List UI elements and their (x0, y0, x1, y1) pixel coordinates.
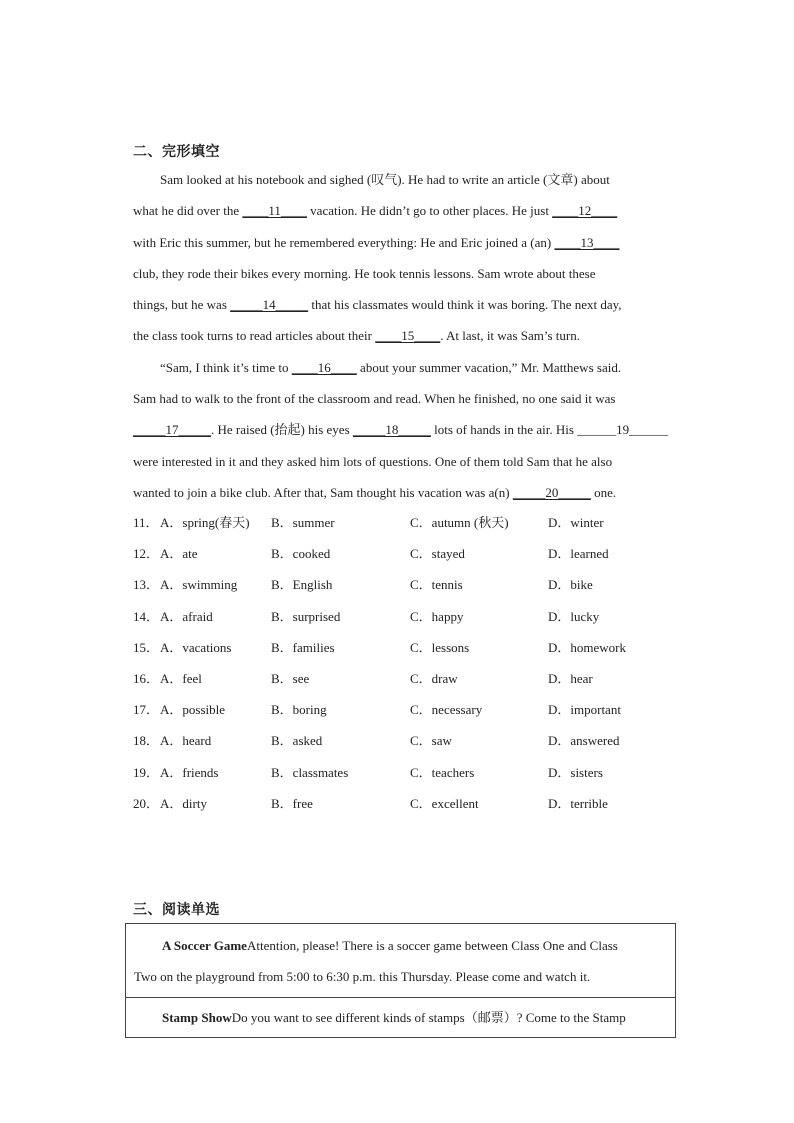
section-heading-reading: 三、阅读单选 (133, 902, 220, 918)
option-b: B．classmates (271, 764, 349, 780)
option-c: C．saw (410, 733, 452, 749)
option-c: C．necessary (410, 702, 483, 718)
option-b: B．families (271, 639, 335, 655)
passage-line (133, 170, 661, 201)
passage-text: . At last, it was Sam’s turn. (440, 328, 580, 344)
question-number: 11． (133, 515, 159, 530)
option-c: C．lessons (410, 639, 470, 655)
blank-14: _____14_____ (230, 297, 309, 313)
option-d: D．hear (548, 670, 593, 686)
blank-11: ____11____ (242, 203, 307, 219)
blank-13: ____13____ (554, 234, 620, 250)
question-number: 14． (133, 608, 160, 624)
option-b: B．boring (271, 702, 327, 718)
section-heading-cloze: 二、完形填空 (133, 144, 220, 160)
option-a: A．ate (160, 546, 198, 562)
blank-20: _____20_____ (512, 484, 591, 500)
option-b: B．free (271, 795, 313, 811)
question-number: 16． (133, 670, 160, 686)
option-d: D．important (548, 702, 621, 718)
option-c: C．excellent (410, 795, 479, 811)
passage-line (133, 358, 661, 389)
passage-text: that his classmates would think it was boring. The next day, (308, 297, 622, 313)
passage-line (133, 233, 661, 264)
option-d: D．sisters (548, 764, 603, 780)
option-a: A．vacations (160, 639, 232, 655)
option-d: D．bike (548, 577, 593, 593)
blank-12: ____12____ (552, 203, 618, 219)
ad-title: A Soccer Game (162, 938, 247, 953)
option-d: D．lucky (548, 608, 600, 624)
option-b: B．surprised (271, 608, 341, 624)
option-c: C．draw (410, 670, 458, 686)
option-d: D．winter (548, 515, 604, 530)
question-number: 19． (133, 764, 160, 780)
reading-table (125, 923, 676, 1038)
passage-line (133, 420, 669, 451)
option-d: D．terrible (548, 795, 608, 811)
passage-text: were interested in it and they asked him lots of questions. One of them told Sam that he also (133, 453, 613, 469)
passage-line (133, 264, 661, 295)
question-number: 17． (133, 702, 160, 718)
question-number: 18． (133, 733, 160, 749)
option-c: C．stayed (410, 546, 465, 562)
option-b: B．English (271, 577, 333, 593)
blank-16: ____16____ (291, 359, 357, 375)
passage-text: things, but he was (133, 297, 231, 313)
question-number: 15． (133, 639, 160, 655)
passage-text: . He raised (抬起) his eyes (211, 422, 353, 438)
option-b: B．see (271, 670, 310, 686)
option-c: C．teachers (410, 764, 475, 780)
question-number: 12． (133, 546, 160, 562)
passage-text: club, they rode their bikes every morning. He took tennis lessons. Sam wrote about these (133, 265, 596, 281)
option-b: B．cooked (271, 546, 331, 562)
ad-line (134, 967, 590, 987)
passage-line (133, 326, 661, 357)
option-a: A．dirty (160, 795, 207, 811)
passage-text: one. (590, 484, 617, 500)
table-row (126, 924, 675, 998)
passage-line (133, 389, 661, 420)
cloze-passage (133, 170, 669, 514)
passage-line (133, 452, 661, 483)
passage-text: Sam had to walk to the front of the classroom and read. When he finished, no one said it was (133, 391, 616, 407)
option-a: A．heard (160, 733, 212, 749)
ad-line (162, 1008, 626, 1028)
passage-text: about your summer vacation,” Mr. Matthews said. (356, 359, 622, 375)
option-a: A．possible (160, 702, 226, 718)
option-a: A．feel (160, 670, 202, 686)
blank-17: _____17_____ (133, 422, 211, 438)
blank-15: ____15____ (375, 328, 441, 344)
ad-line (162, 936, 618, 956)
ad-text: Do you want to see different kinds of stamps（邮票）? Come to the Stamp (231, 1010, 626, 1025)
option-c: C．tennis (410, 577, 463, 593)
passage-text: with Eric this summer, but he remembered everything: He and Eric joined a (an) (133, 234, 555, 250)
passage-text: vacation. He didn’t go to other places. He just (306, 203, 553, 219)
ad-text: Attention, please! There is a soccer game between Class One and Class (246, 938, 618, 953)
option-a: A．friends (160, 764, 219, 780)
option-a: A．spring(春天) (160, 515, 250, 530)
passage-line (133, 483, 661, 514)
option-d: D．homework (548, 639, 626, 655)
passage-text: the class took turns to read articles about their (133, 328, 376, 344)
option-a: A．afraid (160, 608, 213, 624)
passage-text: what he did over the (133, 203, 243, 219)
option-c: C．autumn (秋天) (410, 515, 509, 530)
option-b: B．summer (271, 515, 335, 530)
question-number: 13． (133, 577, 160, 593)
option-b: B．asked (271, 733, 323, 749)
ad-title: Stamp Show (162, 1010, 232, 1025)
passage-text: “Sam, I think it’s time to (160, 359, 292, 375)
option-a: A．swimming (160, 577, 238, 593)
blank-18: _____18_____ (352, 422, 431, 438)
passage-line (133, 295, 661, 326)
passage-text: Sam looked at his notebook and sighed (叹气). He had to write an article (文章) about (160, 172, 610, 187)
question-number: 20． (133, 795, 160, 811)
option-d: D．learned (548, 546, 609, 562)
option-d: D．answered (548, 733, 620, 749)
passage-line (133, 201, 661, 232)
ad-text: Two on the playground from 5:00 to 6:30 p.m. this Thursday. Please come and watch it. (134, 969, 591, 984)
option-c: C．happy (410, 608, 464, 624)
table-row (126, 998, 675, 1038)
passage-text: wanted to join a bike club. After that, Sam thought his vacation was a(n) (133, 484, 513, 500)
passage-text: lots of hands in the air. His ______19______ (430, 422, 669, 438)
